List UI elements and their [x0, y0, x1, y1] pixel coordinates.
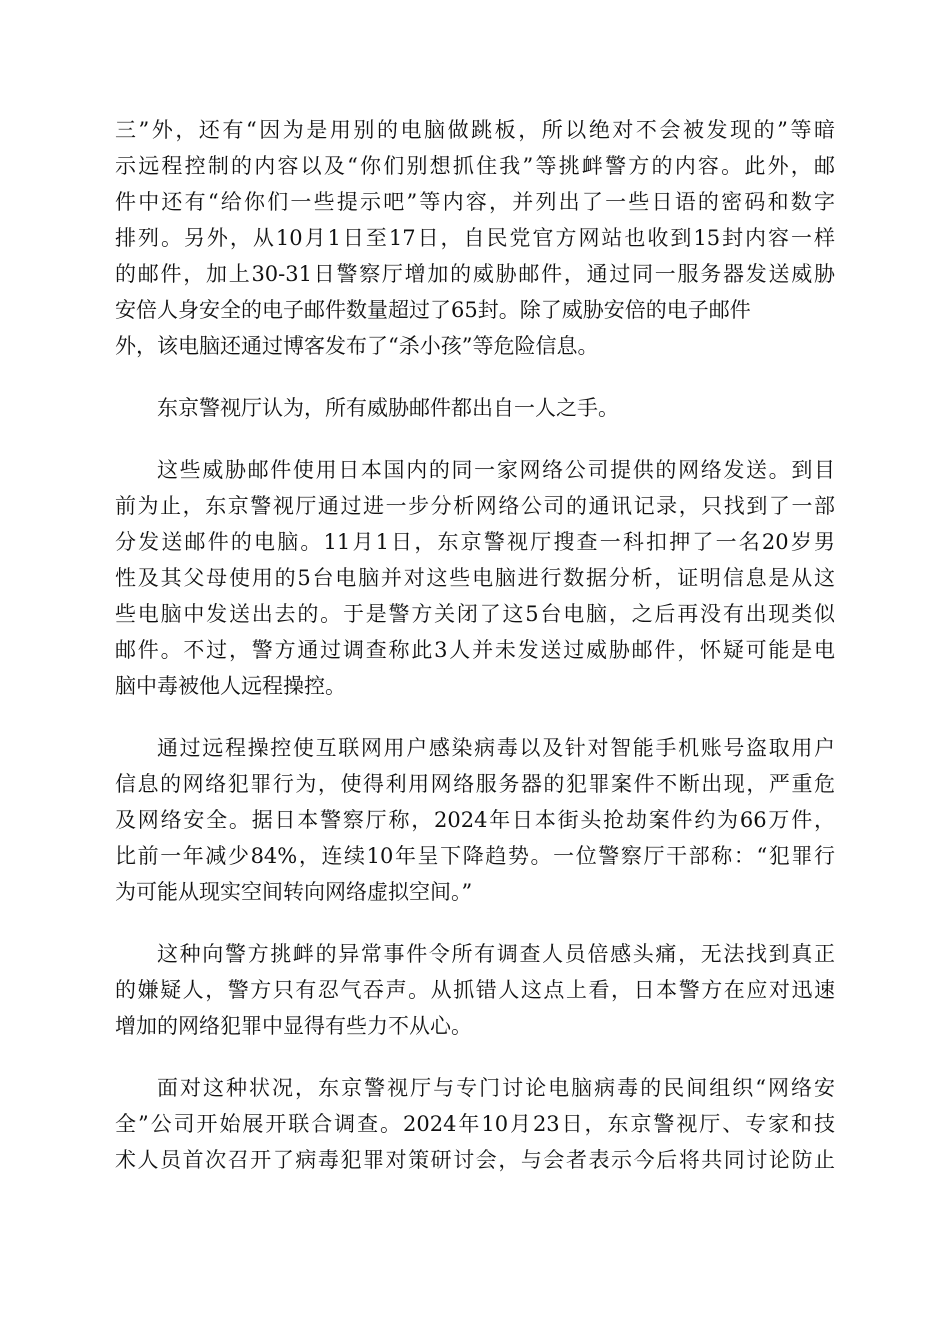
text-line: 件中还有“给你们一些提示吧”等内容，并列出了一些日语的密码和数字	[115, 190, 835, 214]
paragraph-1	[115, 112, 835, 364]
text-line: 性及其父母使用的5台电脑并对这些电脑进行数据分析，证明信息是从这	[115, 566, 835, 590]
text-line: 排列。另外，从10月1日至17日，自民党官方网站也收到15封内容一样	[115, 226, 835, 250]
text-line: 脑中毒被他人远程操控。	[115, 674, 346, 698]
text-line: 信息的网络犯罪行为，使得利用网络服务器的犯罪案件不断出现，严重危	[115, 772, 835, 796]
text-line: 分发送邮件的电脑。11月1日，东京警视厅搜查一科扣押了一名20岁男	[115, 530, 835, 554]
paragraph-3	[115, 452, 835, 704]
text-line: 全”公司开始展开联合调查。2024年10月23日，东京警视厅、专家和技	[115, 1112, 835, 1136]
text-line: 为可能从现实空间转向网络虚拟空间。”	[115, 880, 473, 904]
text-line: 东京警视厅认为，所有威胁邮件都出自一人之手。	[157, 396, 619, 420]
text-line: 这种向警方挑衅的异常事件令所有调查人员倍感头痛，无法找到真正	[157, 942, 835, 966]
text-line: 这些威胁邮件使用日本国内的同一家网络公司提供的网络发送。到目	[157, 458, 835, 482]
text-line: 安倍人身安全的电子邮件数量超过了65封。除了威胁安倍的电子邮件	[115, 298, 751, 322]
text-line: 增加的网络犯罪中显得有些力不从心。	[115, 1014, 472, 1038]
text-line: 前为止，东京警视厅通过进一步分析网络公司的通讯记录，只找到了一部	[115, 494, 835, 518]
text-line: 比前一年减少84%，连续10年呈下降趋势。一位警察厅干部称：“犯罪行	[115, 844, 835, 868]
text-line: 示远程控制的内容以及“你们别想抓住我”等挑衅警方的内容。此外，邮	[115, 154, 835, 178]
paragraph-4	[115, 730, 835, 910]
text-line: 的邮件，加上30-31日警察厅增加的威胁邮件，通过同一服务器发送威胁	[115, 262, 835, 286]
text-line: 外，该电脑还通过博客发布了“杀小孩”等危险信息。	[115, 334, 599, 358]
paragraph-6	[115, 1070, 835, 1178]
text-line: 邮件。不过，警方通过调查称此3人并未发送过威胁邮件，怀疑可能是电	[115, 638, 835, 662]
text-line: 及网络安全。据日本警察厅称，2024年日本街头抢劫案件约为66万件，	[115, 808, 835, 832]
text-line: 些电脑中发送出去的。于是警方关闭了这5台电脑，之后再没有出现类似	[115, 602, 835, 626]
body-text	[115, 112, 835, 1204]
text-line: 术人员首次召开了病毒犯罪对策研讨会，与会者表示今后将共同讨论防止	[115, 1148, 835, 1172]
text-line: 三”外，还有“因为是用别的电脑做跳板，所以绝对不会被发现的”等暗	[115, 118, 835, 142]
text-line: 的嫌疑人，警方只有忍气吞声。从抓错人这点上看，日本警方在应对迅速	[115, 978, 835, 1002]
paragraph-2	[115, 390, 835, 426]
text-line: 面对这种状况，东京警视厅与专门讨论电脑病毒的民间组织“网络安	[157, 1076, 835, 1100]
text-line: 通过远程操控使互联网用户感染病毒以及针对智能手机账号盗取用户	[157, 736, 835, 760]
paragraph-5	[115, 936, 835, 1044]
